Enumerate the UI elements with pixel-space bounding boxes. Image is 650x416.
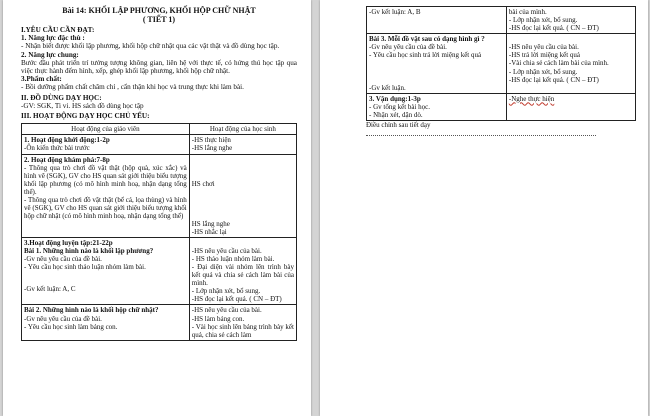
text-qualities: - Bồi dưỡng phẩm chất chăm chỉ , cẩn thận khi học và trung thực khi làm bài.: [21, 83, 244, 92]
row-text: -HS trả lời miệng kết quả: [508, 51, 581, 60]
heading-general-competence: 2. Năng lực chung:: [21, 50, 79, 59]
row-text: bài của mình.: [508, 8, 547, 16]
row-text: HS chơi: [191, 179, 215, 188]
section-materials: II. ĐỒ DÙNG DẠY HỌC:: [21, 93, 102, 102]
row-subtitle: Bài 1. Những hình nào là khối lập phương?: [24, 246, 154, 255]
header-student: Hoạt động của học sinh: [189, 124, 296, 135]
table-row: [22, 237, 297, 305]
text-specific-competence: - Nhận biết được khối lập phương, khối hộp chữ nhật qua các vật thật và đồ dùng học tập.: [21, 42, 280, 51]
row-text: -HS nhắc lại: [191, 227, 227, 236]
row-text: - Yêu cầu học sinh trả lời miệng kết quả: [369, 51, 482, 60]
row-text: - Lớp nhận xét, bổ sung.: [191, 287, 261, 296]
dotted-line: [366, 135, 596, 136]
row-text: -HS nêu yêu cầu của bài.: [191, 306, 262, 315]
row-text: -Gv nêu yêu cầu của đề bài.: [24, 254, 102, 263]
table-row: [22, 305, 297, 340]
activity-table: [21, 123, 297, 341]
row-subtitle: Bài 2. Những hình nào là khối hộp chữ nhật?: [24, 306, 159, 315]
row-text: - Lớp nhận xét, bổ sung.: [508, 16, 578, 25]
row-text: - HS thảo luận nhóm làm bài.: [191, 254, 275, 263]
row-text: - Gv tổng kết bài học.: [369, 102, 431, 111]
row-text: - Thông qua trò chơi đồ vật thật (bể cá, lọa thùng) và hình vẽ (SGK), GV cho HS quan sát giới thiệu biểu tượng khối hộp chữ nhật (có mô hình minh hoạ, nhận dạng tổng thể): [24, 195, 187, 221]
row-text: - Yêu cầu học sinh làm bảng con.: [24, 322, 118, 331]
section-requirements: I.YÊU CẦU CẦN ĐẠT:: [21, 26, 95, 34]
section-activities: III. HOẠT ĐỘNG DẠY HỌC CHỦ YẾU:: [21, 112, 150, 121]
row-text: -HS lắng nghe: [191, 144, 233, 153]
row-text: -HS thực hiện: [191, 136, 231, 145]
row-text: -HS đọc lại kết quả. ( CN – ĐT): [508, 24, 599, 33]
row-text: -HS đọc lại kết quả. ( CN – ĐT): [191, 295, 282, 304]
page-left-content: [21, 6, 297, 341]
activity-table-continued: [366, 6, 636, 121]
text-general-competence: Bước đầu phát triển trí tưởng tượng không gian, liên hệ với thực tế, có hứng thú học tập qua việc thực hành đếm hình, xếp, ghép khối lập phương, khối hộp chữ nhật.: [21, 58, 297, 76]
table-row: [367, 34, 636, 93]
row-text: -Gv kết luận.: [369, 83, 406, 92]
heading-specific-competence: 1. Năng lực đặc thù :: [21, 34, 85, 43]
row-text: -HS làm bảng con.: [191, 314, 245, 323]
row-text: - Vài học sinh lên bảng trình bày kết quả, chia sẻ cách làm: [191, 322, 294, 339]
row-text: - Lớp nhận xét, bổ sung.: [508, 67, 578, 76]
table-row: [22, 135, 297, 154]
row-title: 1. Hoạt động khởi động:1-2p: [24, 136, 110, 145]
row-text: HS lắng nghe: [191, 219, 230, 228]
row-text: - Thông qua trò chơi đồ vật thật (hộp quà, xúc xắc) và hình vẽ (SGK), GV cho HS quan sát giới thiệu biểu tượng khối lập phương (có mô hình minh hoạ, nhận dạng tổng thể).: [24, 163, 187, 196]
row-text: -Gv kết luận: A, C: [24, 285, 76, 294]
row-title: 2. Hoạt động khám phá:7-8p: [24, 155, 110, 164]
row-text: - Nhận xét, dặn dò.: [369, 110, 423, 119]
row-text: -Nghe thực hiện: [508, 94, 555, 103]
row-text: -HS nêu yêu cầu của bài.: [191, 246, 262, 255]
row-text: -Gv kết luận: A, B: [369, 8, 421, 16]
row-text: - Đại diện vài nhóm lên trình bày kết quả và chia sẻ cách làm bài của mình.: [191, 262, 294, 288]
document-page-right: [320, 0, 648, 416]
table-row: [367, 93, 636, 120]
document-page-left: [3, 0, 311, 416]
row-text: - Yêu cầu học sinh thảo luận nhóm làm bài.: [24, 263, 146, 272]
row-text: -Gv nêu yêu cầu của đề bài.: [24, 314, 102, 323]
row-text: -Ôn kiến thức bài trước: [24, 144, 90, 153]
row-text: -HS đọc lại kết quả. ( CN – ĐT): [508, 75, 599, 84]
row-text: -HS nêu yêu cầu của bài.: [508, 43, 579, 52]
table-row: [22, 154, 297, 237]
row-title: Bài 3. Mỗi đồ vật sau có dạng hình gì ?: [369, 35, 485, 44]
table-row: [367, 7, 636, 34]
row-text: -Gv nêu yêu cầu của đề bài.: [369, 43, 447, 52]
row-text: -Vài chia sẻ cách làm bài của mình.: [508, 59, 609, 68]
row-title: 3. Vận dụng:1-3p: [369, 94, 421, 103]
header-teacher: Hoạt động của giáo viên: [22, 124, 190, 135]
text-materials: -GV: SGK, Ti vi. HS sách đồ dùng học tập: [21, 101, 144, 110]
lesson-subtitle: ( TIẾT 1): [142, 15, 176, 24]
heading-qualities: 3.Phẩm chất:: [21, 75, 62, 84]
row-title: 3.Hoạt động luyện tập:21-22p: [24, 238, 113, 247]
page-right-content: [366, 6, 636, 136]
adjustment-note: Điều chỉnh sau tiết dạy: [366, 120, 431, 129]
lesson-title: Bài 14: KHỐI LẬP PHƯƠNG, KHỐI HỘP CHỮ NHẬT: [62, 6, 256, 15]
